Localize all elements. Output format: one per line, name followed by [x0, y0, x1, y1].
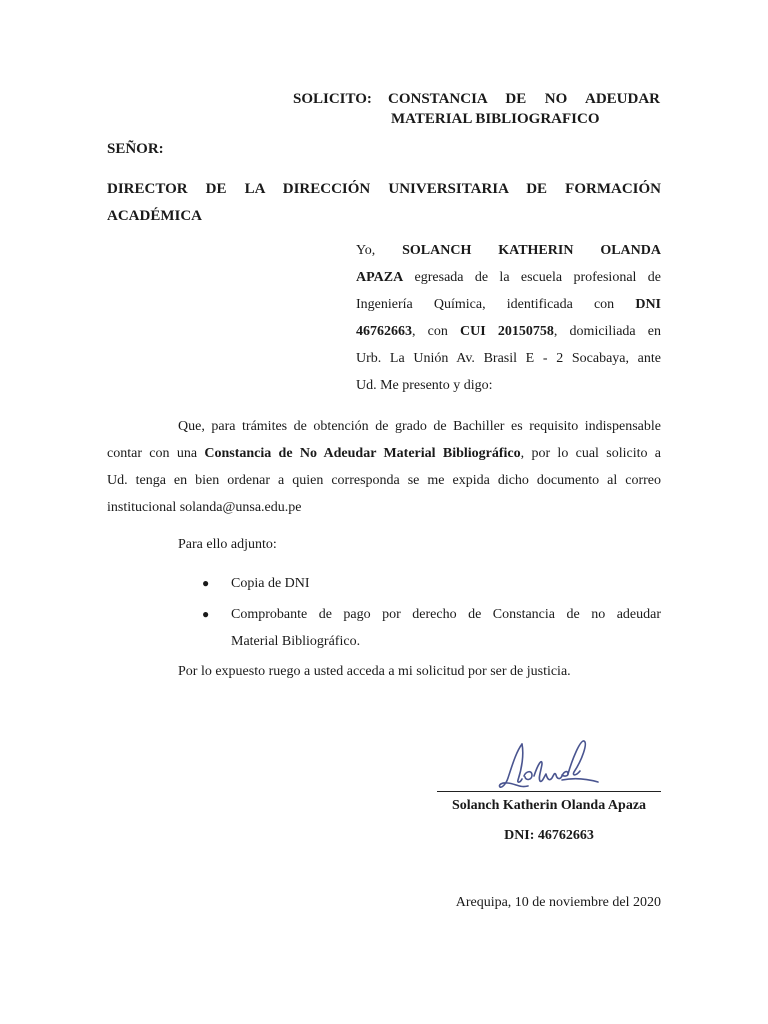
bullet-icon: ●	[202, 607, 210, 621]
signature-line	[437, 791, 661, 792]
list-item-text-continued: Material Bibliográfico.	[231, 634, 361, 649]
addressee-line1: DIRECTOR DE LA DIRECCIÓN UNIVERSITARIA DE FORMACIÓN	[107, 181, 661, 197]
attachments-heading: Para ello adjunto:	[178, 537, 277, 552]
signatory-dni-label: DNI:	[504, 828, 535, 843]
intro-line1	[356, 237, 661, 264]
list-item-text: Copia de DNI	[231, 576, 310, 591]
intro-cui: CUI 20150758	[460, 324, 554, 339]
request-line3: Ud. tenga en bien ordenar a quien corresponda se me expida dicho documento al correo	[107, 473, 661, 488]
intro-text3: , con	[412, 324, 461, 339]
solicito-subject-line1: CONSTANCIA DE NO ADEUDAR	[388, 91, 660, 107]
request-line4: institucional solanda@unsa.edu.pe	[107, 500, 302, 515]
request-line2-bold: Constancia de No Adeudar Material Bibliográfico	[204, 446, 521, 461]
request-line1: Que, para trámites de obtención de grado de Bachiller es requisito indispensable	[178, 419, 661, 434]
list-item	[202, 601, 661, 655]
signatory-name: Solanch Katherin Olanda Apaza	[451, 798, 647, 813]
intro-dni-label: DNI	[635, 297, 661, 312]
addressee-title	[107, 176, 661, 230]
attachments-list	[202, 570, 661, 655]
list-item-text: Comprobante de pago por derecho de Constancia de no adeudar	[231, 607, 661, 622]
signatory-dni-number: 46762663	[537, 828, 594, 843]
bullet-icon: ●	[202, 576, 210, 590]
intro-line6: Ud. Me presento y digo:	[356, 378, 493, 393]
solicito-subject-line2: MATERIAL BIBLIOGRAFICO	[391, 111, 600, 127]
applicant-name-part1: SOLANCH KATHERIN OLANDA	[402, 243, 661, 258]
intro-text2: Ingeniería Química, identificada con	[356, 297, 636, 312]
request-paragraph	[107, 413, 661, 521]
intro-text4: , domiciliada en	[553, 324, 662, 339]
applicant-name-part2: APAZA	[356, 270, 404, 285]
signatory-dni	[437, 828, 661, 844]
intro-paragraph	[356, 237, 661, 399]
intro-line3	[356, 291, 661, 318]
intro-line4	[356, 318, 661, 345]
closing-statement: Por lo expuesto ruego a usted acceda a mi solicitud por ser de justicia.	[178, 664, 571, 679]
intro-yo: Yo,	[356, 243, 376, 258]
salutation: SEÑOR:	[107, 141, 164, 157]
request-line2-pre: contar con una	[107, 446, 205, 461]
request-line2	[107, 440, 661, 467]
handwritten-signature	[498, 738, 602, 794]
intro-line2	[356, 264, 661, 291]
intro-dni-number: 46762663	[356, 324, 412, 339]
solicito-label: SOLICITO:	[293, 91, 372, 107]
intro-text1: egresada de la escuela profesional de	[403, 270, 661, 285]
place-date: Arequipa, 10 de noviembre del 2020	[455, 895, 661, 910]
intro-line5: Urb. La Unión Av. Brasil E - 2 Socabaya, ante	[356, 351, 661, 366]
addressee-line2: ACADÉMICA	[107, 208, 202, 224]
solicito-heading	[293, 91, 660, 108]
list-item	[202, 570, 661, 597]
request-line2-post: , por lo cual solicito a	[520, 446, 661, 461]
